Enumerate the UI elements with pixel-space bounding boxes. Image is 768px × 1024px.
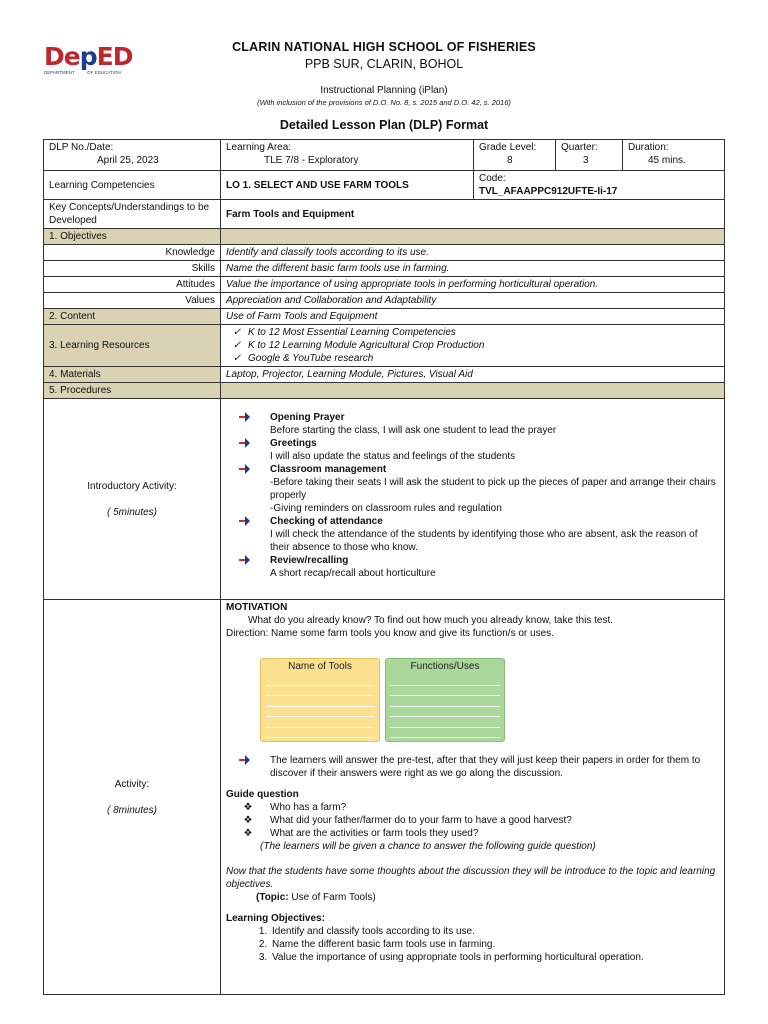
motivation-title: MOTIVATION — [226, 602, 288, 613]
arrow-bullet-icon — [238, 755, 252, 765]
intro-item: Greetings I will also update the status and feelings of the students — [226, 437, 719, 463]
learning-objectives-title: Learning Objectives: — [226, 913, 325, 924]
learning-objective-item: 1. Identify and classify tools according to its use. — [270, 925, 719, 938]
grade-level-value: 8 — [507, 155, 513, 166]
guide-question-title: Guide question — [226, 789, 299, 800]
values-row — [44, 293, 725, 309]
grade-level-label: Grade Level: — [479, 142, 537, 153]
attitudes-label: Attitudes — [44, 277, 221, 293]
arrow-bullet-icon — [238, 464, 252, 474]
quarter-value: 3 — [583, 155, 589, 166]
duration-cell — [623, 140, 725, 171]
attitudes-row — [44, 277, 725, 293]
introductory-content — [221, 399, 725, 600]
diamond-bullet-icon: ❖ — [243, 815, 253, 826]
knowledge-value: Identify and classify tools according to its use. — [221, 245, 725, 261]
dlp-label: DLP No./Date: — [49, 142, 114, 153]
arrow-bullet-icon — [238, 438, 252, 448]
introductory-row — [44, 399, 725, 600]
guide-item: ❖ What are the activities or farm tools they used? — [226, 827, 719, 840]
code-label: Code: — [479, 173, 506, 184]
content-heading: 2. Content — [44, 309, 221, 325]
materials-heading: 4. Materials — [44, 367, 221, 383]
learning-area-cell — [221, 140, 474, 171]
check-icon: ✓ — [232, 340, 242, 351]
procedures-heading-row — [44, 383, 725, 399]
provision-note: (With inclusion of the provisions of D.O. No. 8, s. 2015 and D.O. 42, s. 2016) — [257, 98, 511, 107]
resources-list — [221, 325, 725, 367]
skills-label: Skills — [44, 261, 221, 277]
key-concepts-label: Key Concepts/Understandings to be Developed — [44, 200, 221, 229]
name-of-tools-column — [260, 658, 380, 742]
introductory-label-cell — [44, 399, 221, 600]
topic-line: (Topic: Use of Farm Tools) — [256, 892, 376, 903]
procedures-heading-fill — [221, 383, 725, 399]
name-of-tools-header: Name of Tools — [288, 661, 352, 672]
intro-item: Review/recalling A short recap/recall about horticulture — [226, 554, 719, 580]
diamond-bullet-icon: ❖ — [243, 828, 253, 839]
key-concepts-value: Farm Tools and Equipment — [221, 200, 725, 229]
values-label: Values — [44, 293, 221, 309]
arrow-bullet-icon — [238, 412, 252, 422]
dlp-info-row — [44, 140, 725, 171]
check-icon: ✓ — [232, 327, 242, 338]
objectives-heading-fill — [221, 229, 725, 245]
activity-label: Activity: — [114, 778, 150, 790]
content-value: Use of Farm Tools and Equipment — [221, 309, 725, 325]
resource-item: ✓ Google & YouTube research — [226, 352, 719, 365]
learning-objective-item: 3. Value the importance of using appropriate tools in performing horticultural operation. — [270, 951, 719, 964]
code-value: TVL_AFAAPPC912UFTE-Ii-17 — [479, 186, 618, 197]
materials-value: Laptop, Projector, Learning Module, Pictures, Visual Aid — [221, 367, 725, 383]
duration-label: Duration: — [628, 142, 669, 153]
dlp-date: April 25, 2023 — [97, 155, 159, 166]
guide-note: (The learners will be given a chance to answer the following guide question) — [260, 841, 596, 852]
iplan-label: Instructional Planning (iPlan) — [320, 85, 448, 96]
dlp-table — [43, 139, 725, 995]
activity-label-cell — [44, 600, 221, 995]
learning-objectives-list — [226, 925, 719, 964]
competencies-row — [44, 171, 725, 200]
learning-area-label: Learning Area: — [226, 142, 292, 153]
resources-row — [44, 325, 725, 367]
intro-item: Opening Prayer Before starting the class, I will ask one student to lead the prayer — [226, 411, 719, 437]
dlp-date-cell — [44, 140, 221, 171]
check-icon: ✓ — [232, 353, 242, 364]
pretest-item — [226, 754, 719, 780]
school-address: PPB SUR, CLARIN, BOHOL — [304, 57, 464, 71]
introductory-minutes: ( 5minutes) — [106, 506, 158, 518]
competencies-label: Learning Competencies — [44, 171, 221, 200]
attitudes-value: Value the importance of using appropriate tools in performing horticultural operation. — [221, 277, 725, 293]
activity-content — [221, 600, 725, 995]
resource-item: ✓ K to 12 Learning Module Agricultural Crop Production — [226, 339, 719, 352]
school-name: CLARIN NATIONAL HIGH SCHOOL OF FISHERIES — [232, 40, 536, 54]
deped-wordmark: DepED — [44, 42, 133, 71]
values-value: Appreciation and Collaboration and Adaptability — [221, 293, 725, 309]
resources-heading: 3. Learning Resources — [44, 325, 221, 367]
objectives-heading: 1. Objectives — [44, 229, 221, 245]
key-concepts-row — [44, 200, 725, 229]
activity-minutes: ( 8minutes) — [106, 804, 158, 816]
introductory-label: Introductory Activity: — [87, 480, 177, 492]
objectives-heading-row — [44, 229, 725, 245]
code-cell — [474, 171, 725, 200]
arrow-bullet-icon — [238, 516, 252, 526]
page-title: Detailed Lesson Plan (DLP) Format — [279, 118, 489, 132]
diamond-bullet-icon: ❖ — [243, 802, 253, 813]
arrow-bullet-icon — [238, 555, 252, 565]
knowledge-label: Knowledge — [44, 245, 221, 261]
skills-row — [44, 261, 725, 277]
knowledge-row — [44, 245, 725, 261]
content-row — [44, 309, 725, 325]
competencies-value: LO 1. SELECT AND USE FARM TOOLS — [221, 171, 474, 200]
pretest-table-image — [255, 654, 507, 744]
activity-row — [44, 600, 725, 995]
intro-item: Classroom management -Before taking their seats I will ask the student to pick up the pieces of paper and arrange their chairs properly -Giving reminders on classroom rules and regulation — [226, 463, 719, 515]
functions-uses-header: Functions/Uses — [410, 661, 480, 672]
guide-item: ❖ What did your father/farmer do to your farm to have a good harvest? — [226, 814, 719, 827]
deped-tagline: DEPARTMENT OF EDUCATION — [44, 70, 121, 75]
quarter-cell — [556, 140, 623, 171]
functions-uses-column — [385, 658, 505, 742]
learning-area-value: TLE 7/8 - Exploratory — [264, 155, 359, 166]
direction-text: Direction: Name some farm tools you know and give its function/s or uses. — [226, 628, 554, 639]
guide-item: ❖ Who has a farm? — [226, 801, 719, 814]
transition-text: Now that the students have some thoughts about the discussion they will be introduce to the topic and learning objectives. — [226, 866, 716, 890]
resource-item: ✓ K to 12 Most Essential Learning Competencies — [226, 326, 719, 339]
learning-objective-item: 2. Name the different basic farm tools use in farming. — [270, 938, 719, 951]
procedures-heading: 5. Procedures — [44, 383, 221, 399]
pretest-text: The learners will answer the pre-test, after that they will just keep their papers in order for them to discover if their answers were right as we go along the discussion. — [270, 755, 701, 779]
intro-item: Checking of attendance I will check the attendance of the students by identifying those who are absent, ask the reason of their absence to those who know. — [226, 515, 719, 554]
motivation-text: What do you already know? To find out how much you already know, take this test. — [248, 615, 614, 626]
grade-level-cell — [474, 140, 556, 171]
materials-row — [44, 367, 725, 383]
quarter-label: Quarter: — [561, 142, 598, 153]
duration-value: 45 mins. — [648, 155, 686, 166]
skills-value: Name the different basic farm tools use in farming. — [221, 261, 725, 277]
